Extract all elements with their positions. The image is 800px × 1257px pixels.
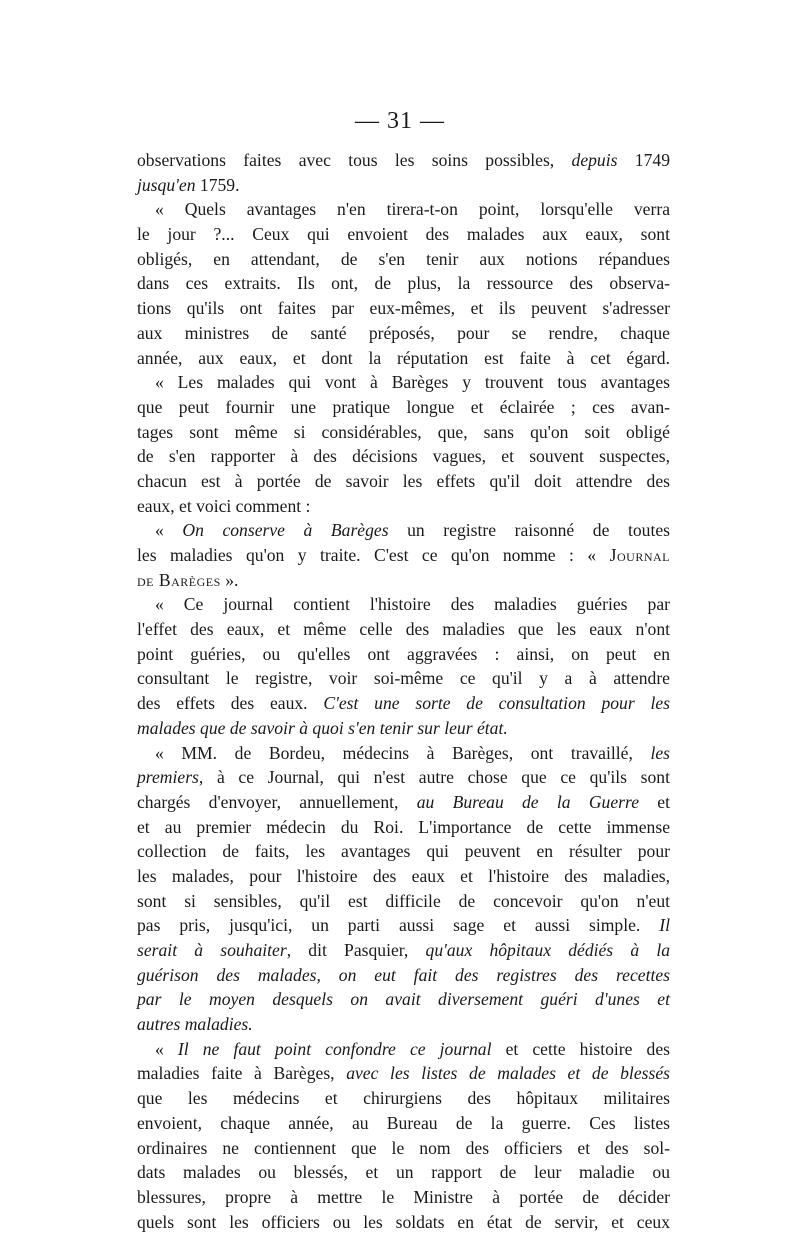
text-line bbox=[137, 247, 670, 272]
text-segment: et cette histoire des bbox=[491, 1038, 670, 1059]
text-segment: 1759. bbox=[195, 174, 240, 195]
text-segment: chargés d'envoyer, annuellement, bbox=[137, 791, 417, 812]
page-number: — 31 — bbox=[355, 108, 445, 134]
text-segment: dans ces extraits. Ils ont, de plus, la ressource des observa- bbox=[137, 273, 670, 294]
text-segment: les maladies qu'on y traite. C'est ce qu'on nomme : « bbox=[137, 545, 610, 565]
text-segment: serait à souhaiter bbox=[137, 940, 287, 960]
text-segment: ». bbox=[220, 569, 239, 590]
text-segment: aux ministres de santé préposés, pour se rendre, chaque bbox=[137, 322, 670, 343]
text-segment: au Bureau de la Guerre bbox=[416, 791, 640, 812]
text-segment: de Barèges bbox=[137, 569, 221, 590]
text-segment: On conserve à Barèges bbox=[182, 520, 389, 541]
text-segment: tages sont même si considérables, que, sans qu'on soit obligé bbox=[137, 421, 670, 442]
text-line bbox=[137, 370, 670, 395]
text-segment: chacun est à portée de savoir les effets qu'il doit attendre des bbox=[137, 470, 670, 491]
text-line bbox=[137, 963, 670, 988]
text-line bbox=[137, 1160, 670, 1185]
text-line bbox=[137, 790, 670, 815]
text-line bbox=[137, 691, 670, 716]
text-line bbox=[137, 938, 670, 963]
text-segment: guérison des malades, on eut fait des registres des recettes bbox=[137, 964, 670, 985]
text-line bbox=[137, 592, 670, 617]
text-line bbox=[137, 716, 670, 741]
text-segment: sont si sensibles, qu'il est difficile de concevoir qu'on n'eut bbox=[137, 890, 670, 911]
text-segment: les malades, pour l'histoire des eaux et l'histoire des maladies, bbox=[137, 865, 670, 886]
text-segment: et au premier médecin du Roi. L'importance de cette immense bbox=[137, 816, 670, 837]
text-segment: avec les listes de malades et de blessés bbox=[346, 1063, 670, 1084]
text-line bbox=[137, 1185, 670, 1210]
text-line bbox=[137, 395, 670, 420]
text-segment: quels sont les officiers ou les soldats en état de servir, et ceux bbox=[137, 1211, 670, 1232]
text-segment: Il bbox=[659, 915, 670, 936]
text-segment: , à ce Journal, qui n'est autre chose que ce qu'ils sont bbox=[198, 767, 670, 788]
text-line bbox=[137, 444, 670, 469]
text-line bbox=[137, 1136, 670, 1161]
text-segment: depuis bbox=[571, 150, 618, 170]
text-segment: obligés, en attendant, de s'en tenir aux notions répandues bbox=[137, 248, 670, 269]
text-line bbox=[137, 543, 670, 568]
text-line bbox=[137, 494, 670, 519]
body-text bbox=[137, 148, 670, 1234]
text-segment: « Quels avantages n'en tirera-t-on point, lorsqu'elle verra bbox=[155, 199, 670, 220]
text-line bbox=[137, 222, 670, 247]
text-segment: et bbox=[639, 791, 670, 812]
text-segment: un registre raisonné de toutes bbox=[388, 520, 670, 541]
text-line bbox=[137, 913, 670, 938]
text-segment: point guéries, ou qu'elles ont aggravées : ainsi, on peut en bbox=[137, 643, 670, 664]
text-line bbox=[137, 296, 670, 321]
text-line bbox=[137, 321, 670, 346]
text-segment: C'est une sorte de consultation pour les bbox=[323, 693, 670, 714]
text-line bbox=[137, 420, 670, 445]
text-line bbox=[137, 666, 670, 691]
text-line bbox=[137, 642, 670, 667]
text-line bbox=[137, 889, 670, 914]
text-line bbox=[137, 148, 670, 173]
text-line bbox=[137, 1210, 670, 1235]
text-line bbox=[137, 173, 670, 198]
text-segment: « Ce journal contient l'histoire des maladies guéries par bbox=[155, 594, 670, 615]
text-segment: jusqu'en bbox=[137, 174, 196, 195]
text-segment: Il ne faut point confondre ce journal bbox=[177, 1038, 492, 1059]
text-segment: malades que de savoir à quoi s'en tenir sur leur état. bbox=[137, 717, 508, 738]
text-segment: de s'en rapporter à des décisions vagues, et souvent suspectes, bbox=[137, 446, 670, 467]
text-segment: observations faites avec tous les soins possibles, bbox=[137, 150, 572, 170]
text-segment: , dit Pasquier, bbox=[286, 940, 426, 960]
text-segment: consultant le registre, voir soi-même ce qu'il y a à attendre bbox=[137, 668, 670, 689]
text-line bbox=[137, 617, 670, 642]
text-line bbox=[137, 839, 670, 864]
text-line bbox=[137, 271, 670, 296]
text-line bbox=[137, 765, 670, 790]
text-line bbox=[137, 741, 670, 766]
text-segment: des effets des eaux. bbox=[137, 693, 324, 714]
text-segment: blessures, propre à mettre le Ministre à portée de décider bbox=[137, 1186, 670, 1207]
text-line bbox=[137, 518, 670, 543]
text-segment: « bbox=[155, 520, 183, 541]
text-line bbox=[137, 469, 670, 494]
text-segment: « bbox=[155, 1038, 178, 1059]
text-segment: l'effet des eaux, et même celle des maladies que les eaux n'ont bbox=[137, 619, 670, 640]
text-segment: « Les malades qui vont à Barèges y trouvent tous avantages bbox=[155, 372, 670, 393]
text-segment: le jour ?... Ceux qui envoient des malades aux eaux, sont bbox=[137, 224, 670, 245]
text-segment: eaux, et voici comment : bbox=[137, 495, 311, 516]
text-line bbox=[137, 346, 670, 371]
text-segment: qu'aux hôpitaux dédiés à la bbox=[425, 940, 670, 960]
text-segment: année, aux eaux, et dont la réputation est faite à cet égard. bbox=[137, 347, 670, 368]
text-segment: collection de faits, les avantages qui peuvent en résulter pour bbox=[137, 841, 670, 862]
text-segment: par le moyen desquels on avait diversement guéri d'unes et bbox=[137, 989, 670, 1010]
text-segment: 1749 bbox=[617, 150, 670, 170]
text-segment: pas pris, jusqu'ici, un parti aussi sage et aussi simple. bbox=[137, 915, 660, 936]
text-segment: que peut fournir une pratique longue et éclairée ; ces avan- bbox=[137, 396, 670, 417]
text-segment: envoient, chaque année, au Bureau de la guerre. Ces listes bbox=[137, 1112, 670, 1133]
text-segment: autres maladies. bbox=[137, 1014, 253, 1035]
text-segment: les bbox=[650, 742, 670, 763]
text-line bbox=[137, 815, 670, 840]
text-segment: tions qu'ils ont faites par eux-mêmes, et ils peuvent s'adresser bbox=[137, 298, 670, 319]
text-line bbox=[137, 197, 670, 222]
text-line bbox=[137, 568, 670, 593]
text-segment: « MM. de Bordeu, médecins à Barèges, ont travaillé, bbox=[155, 742, 651, 763]
text-line bbox=[137, 864, 670, 889]
text-segment: Journal bbox=[609, 545, 670, 565]
text-segment: dats malades ou blessés, et un rapport de leur maladie ou bbox=[137, 1162, 670, 1183]
text-line bbox=[137, 1012, 670, 1037]
text-line bbox=[137, 1037, 670, 1062]
text-line bbox=[137, 987, 670, 1012]
text-segment: ordinaires ne contiennent que le nom des officiers et des sol- bbox=[137, 1137, 670, 1158]
text-line bbox=[137, 1111, 670, 1136]
text-segment: premiers bbox=[137, 767, 199, 788]
text-line bbox=[137, 1061, 670, 1086]
text-segment: maladies faite à Barèges, bbox=[137, 1063, 347, 1084]
text-line bbox=[137, 1086, 670, 1111]
text-segment: que les médecins et chirurgiens des hôpitaux militaires bbox=[137, 1088, 670, 1109]
